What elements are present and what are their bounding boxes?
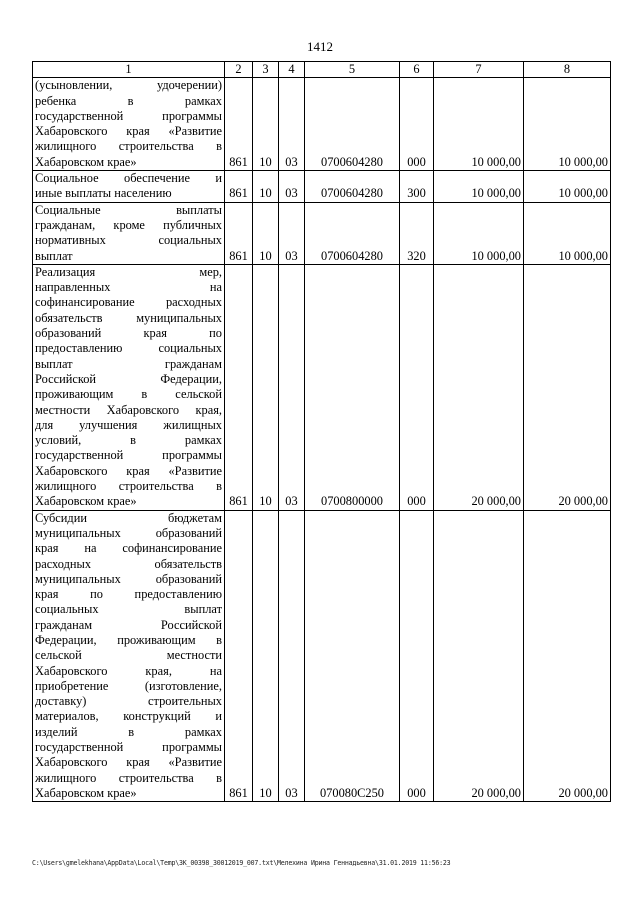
row-description: [33, 78, 225, 171]
cell-section: 10: [253, 78, 279, 171]
cell-amount-plan: 10 000,00: [434, 171, 524, 203]
cell-subsection: 03: [279, 202, 305, 264]
description-line: Хабаровском крае»: [35, 785, 137, 800]
cell-amount-plan: 20 000,00: [434, 264, 524, 510]
description-line: Хабаровского края «Развитие: [35, 755, 222, 770]
row-description: [33, 202, 225, 264]
cell-target-article: 0700604280: [305, 171, 400, 203]
cell-section: 10: [253, 510, 279, 802]
file-path-footer: C:\Users\gmelekhana\AppData\Local\Temp\3K_00398_30012019_007.txt\Мелехина Ирина Геннадьевна\31.01.2019 11:56:23: [32, 859, 451, 867]
cell-code-admin: 861: [225, 202, 253, 264]
description-line: Социальные выплаты: [35, 202, 222, 217]
cell-expense-type: 000: [400, 264, 434, 510]
header-col-7: 7: [434, 62, 524, 78]
description-line: для улучшения жилищных: [35, 417, 222, 432]
cell-amount-plan: 10 000,00: [434, 78, 524, 171]
row-description: [33, 264, 225, 510]
description-line: гражданам Российской: [35, 617, 222, 632]
description-line: Хабаровского края «Развитие: [35, 463, 222, 478]
description-line: муниципальных образований: [35, 525, 222, 540]
description-line: сельской местности: [35, 648, 222, 663]
table-row: [33, 510, 611, 802]
description-line: края на софинансирование: [35, 541, 222, 556]
description-line: края по предоставлению: [35, 587, 222, 602]
table-row: [33, 202, 611, 264]
description-line: изделий в рамках: [35, 724, 222, 739]
cell-section: 10: [253, 264, 279, 510]
description-line: направленных на: [35, 280, 222, 295]
description-line: Реализация мер,: [35, 264, 222, 279]
description-line: образований края по: [35, 326, 222, 341]
description-line: Российской Федерации,: [35, 371, 222, 386]
cell-target-article: 0700604280: [305, 202, 400, 264]
cell-subsection: 03: [279, 510, 305, 802]
cell-amount-fact: 10 000,00: [524, 78, 611, 171]
description-line: Хабаровского края «Развитие: [35, 124, 222, 139]
cell-amount-fact: 10 000,00: [524, 171, 611, 203]
description-line: государственной программы: [35, 448, 222, 463]
description-line: обязательств муниципальных: [35, 310, 222, 325]
header-col-6: 6: [400, 62, 434, 78]
description-line: местности Хабаровского края,: [35, 402, 222, 417]
cell-section: 10: [253, 171, 279, 203]
cell-code-admin: 861: [225, 264, 253, 510]
page-number: 1412: [307, 39, 333, 54]
description-line: государственной программы: [35, 108, 222, 123]
table-row: [33, 78, 611, 171]
cell-target-article: 0700800000: [305, 264, 400, 510]
description-line: гражданам, кроме публичных: [35, 217, 222, 232]
header-col-5: 5: [305, 62, 400, 78]
description-line: государственной программы: [35, 740, 222, 755]
description-line: предоставлению социальных: [35, 341, 222, 356]
description-line: выплат: [35, 248, 73, 263]
header-col-4: 4: [279, 62, 305, 78]
cell-expense-type: 320: [400, 202, 434, 264]
cell-amount-fact: 20 000,00: [524, 264, 611, 510]
description-line: нормативных социальных: [35, 233, 222, 248]
description-line: выплат гражданам: [35, 356, 222, 371]
description-line: софинансирование расходных: [35, 295, 222, 310]
cell-target-article: 0700604280: [305, 78, 400, 171]
row-description: [33, 171, 225, 203]
cell-subsection: 03: [279, 264, 305, 510]
cell-amount-fact: 10 000,00: [524, 202, 611, 264]
description-line: муниципальных образований: [35, 571, 222, 586]
description-line: (усыновлении, удочерении): [35, 78, 222, 93]
description-line: жилищного строительства в: [35, 139, 222, 154]
header-col-2: 2: [225, 62, 253, 78]
cell-code-admin: 861: [225, 78, 253, 171]
description-line: Хабаровского края, на: [35, 663, 222, 678]
cell-amount-plan: 20 000,00: [434, 510, 524, 802]
cell-section: 10: [253, 202, 279, 264]
cell-code-admin: 861: [225, 510, 253, 802]
description-line: иные выплаты населению: [35, 186, 172, 201]
description-line: жилищного строительства в: [35, 479, 222, 494]
description-line: материалов, конструкций и: [35, 709, 222, 724]
description-line: жилищного строительства в: [35, 770, 222, 785]
description-line: Социальное обеспечение и: [35, 171, 222, 186]
description-line: расходных обязательств: [35, 556, 222, 571]
cell-expense-type: 300: [400, 171, 434, 203]
cell-amount-plan: 10 000,00: [434, 202, 524, 264]
table-row: [33, 171, 611, 203]
cell-subsection: 03: [279, 78, 305, 171]
cell-target-article: 070080C250: [305, 510, 400, 802]
description-line: социальных выплат: [35, 602, 222, 617]
cell-expense-type: 000: [400, 510, 434, 802]
description-line: приобретение (изготовление,: [35, 678, 222, 693]
cell-code-admin: 861: [225, 171, 253, 203]
description-line: Хабаровском крае»: [35, 494, 137, 509]
cell-expense-type: 000: [400, 78, 434, 171]
header-col-8: 8: [524, 62, 611, 78]
description-line: ребенка в рамках: [35, 93, 222, 108]
description-line: доставку) строительных: [35, 694, 222, 709]
cell-amount-fact: 20 000,00: [524, 510, 611, 802]
header-row: [33, 62, 611, 78]
description-line: проживающим в сельской: [35, 387, 222, 402]
description-line: Субсидии бюджетам: [35, 510, 222, 525]
description-line: условий, в рамках: [35, 433, 222, 448]
cell-subsection: 03: [279, 171, 305, 203]
table-row: [33, 264, 611, 510]
description-line: Хабаровском крае»: [35, 154, 137, 169]
header-col-3: 3: [253, 62, 279, 78]
header-col-1: 1: [33, 62, 225, 78]
row-description: [33, 510, 225, 802]
budget-table: [32, 61, 611, 802]
description-line: Федерации, проживающим в: [35, 632, 222, 647]
